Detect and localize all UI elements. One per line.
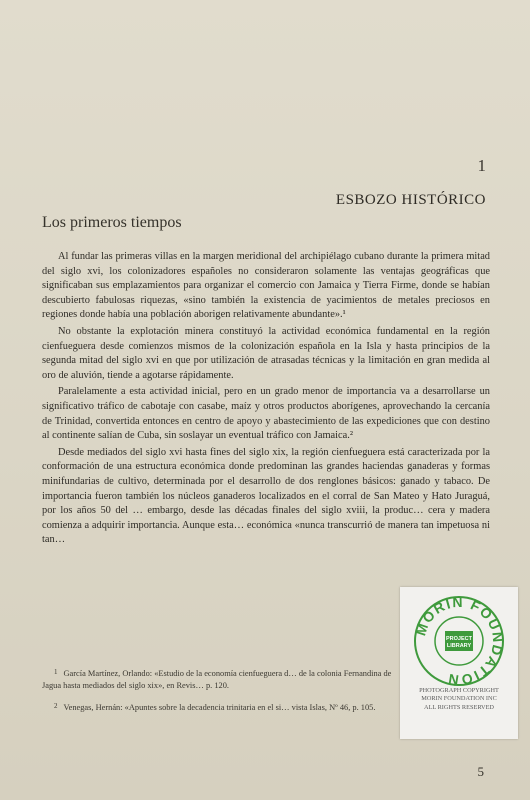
stamp-center-bottom: LIBRARY	[446, 643, 472, 649]
footnote-mark: 2	[54, 702, 58, 710]
paragraph: Al fundar las primeras villas en la margen meridional del archipiélago cubano durante la primera mitad del siglo xvi, los colonizadores españoles no consideraron solamente las ventajas geográficas que significaban sus emplazamientos para organizar el comercio con Jamaica y Tierra Firme, donde se habían descubierto fabulosas riquezas, «sino también la existencia de yacimientos de metales preciosos en regiones donde había una población aborigen relativamente abundante».¹	[42, 251, 490, 321]
paragraph: Desde mediados del siglo xvi hasta fines del siglo xix, la región cienfueguera está caracterizada por la conformación de una estructura económica donde predominan las grandes haciendas ganaderas y formas minifundarias de cultivo, determinada por el desarrollo de dos renglones básicos: ganado y tabaco. De importancia fueron también los núcleos ganaderos localizados en el corral de San Mateo y Hato Juraguá, por los años 50 del … embargo, desde las décadas finales del siglo xviii, la produc… cera y madera comienza a adquirir importancia. Aunque esta… económica «nunca transcurrió de manera tan impetuosa ni tan…	[42, 446, 490, 546]
footnote-text: Venegas, Hernán: «Apuntes sobre la decadencia trinitaria en el si… vista Islas, Nº 46, p. 105.	[63, 703, 376, 712]
footnote-mark: 1	[54, 668, 58, 676]
morin-foundation-logo-icon	[408, 591, 510, 691]
footnote	[42, 701, 402, 714]
body-text	[42, 250, 490, 550]
footnote-text: García Martínez, Orlando: «Estudio de la economía cienfueguera d… de la colonia Fernandina de Jagua hasta mediados del siglo xix», en Revis… p. 120.	[42, 669, 392, 690]
paragraph: Paralelamente a esta actividad inicial, pero en un grado menor de importancia va a desarrollarse un significativo tráfico de cabotaje con casabe, maíz y otros productos aborígenes, aprovechando la cercanía de Trinidad, convertida entonces en centro de apoyo y abastecimiento de las expediciones que con destino al continente salían de Cuba, sin soslayar un eventual tráfico con Jamaica.²	[42, 386, 490, 442]
stamp-ring-text: MORIN FOUNDATION	[412, 593, 507, 689]
stamp-caption-line: PHOTOGRAPH COPYRIGHT	[419, 687, 499, 694]
copyright-stamp	[400, 587, 518, 739]
footnotes	[42, 667, 402, 724]
paragraph: No obstante la explotación minera constituyó la actividad económica fundamental en la región cienfueguera desde comienzos mismos de la colonización española en la Isla y hasta principios de la segunda mitad del siglo xvi en que por utilización de atrasadas técnicas y la limitación en gran medida al oro de aluvión, tiende a agotarse rápidamente.	[42, 325, 490, 381]
chapter-title: ESBOZO HISTÓRICO	[335, 192, 486, 208]
chapter-number: 1	[477, 156, 486, 175]
page-number: 5	[477, 764, 484, 779]
stamp-center-top: PROJECT	[446, 636, 472, 642]
stamp-caption-line: MORIN FOUNDATION INC	[421, 695, 497, 703]
stamp-caption-line: ALL RIGHTS RESERVED	[424, 703, 494, 711]
section-title: Los primeros tiempos	[42, 214, 182, 231]
stamp-caption	[400, 687, 518, 712]
footnote	[42, 667, 402, 691]
